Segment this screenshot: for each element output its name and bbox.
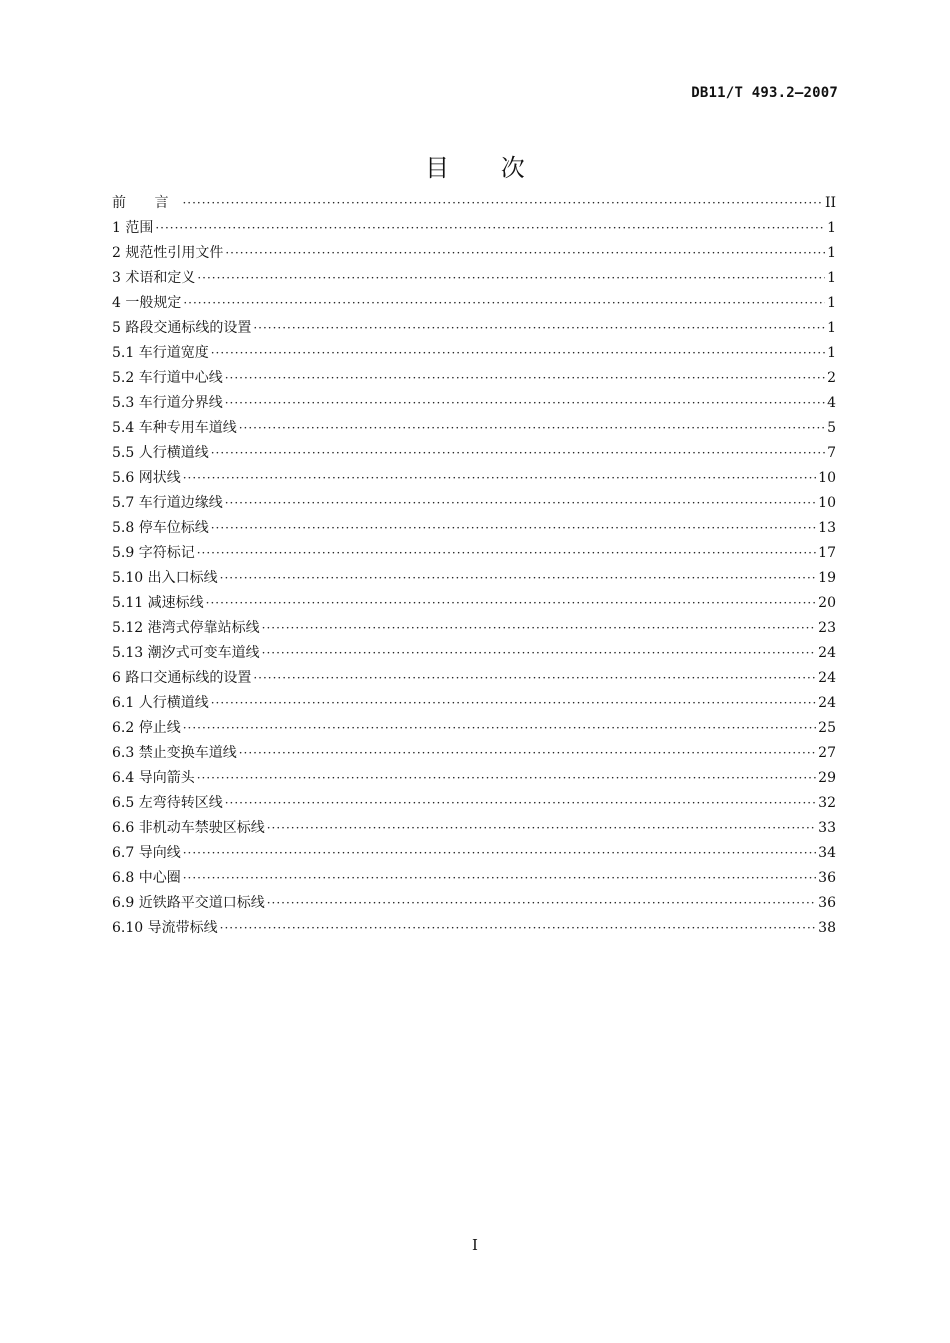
toc-entry-page: 1 xyxy=(827,295,836,311)
toc-entry-page: 1 xyxy=(827,245,836,261)
toc-entry-page: 7 xyxy=(827,445,836,461)
toc-entry-page: 23 xyxy=(818,620,836,636)
toc-dot-leader xyxy=(262,616,817,641)
toc-entry-label: 5.6 网状线 xyxy=(112,470,181,486)
toc-entry-page: 25 xyxy=(818,720,836,736)
toc-dot-leader xyxy=(183,866,816,891)
toc-dot-leader xyxy=(183,716,816,741)
toc-entry-page: 33 xyxy=(818,820,836,836)
toc-entry-label: 5.4 车种专用车道线 xyxy=(112,420,237,436)
toc-entry-page: 27 xyxy=(818,745,836,761)
toc-entry[interactable] xyxy=(112,466,836,491)
toc-entry[interactable] xyxy=(112,416,836,441)
toc-dot-leader xyxy=(182,191,822,216)
toc-dot-leader xyxy=(183,466,816,491)
toc-entry-label: 5.1 车行道宽度 xyxy=(112,345,209,361)
toc-entry[interactable] xyxy=(112,366,836,391)
toc-entry-label: 5.10 出入口标线 xyxy=(112,570,218,586)
toc-dot-leader xyxy=(239,741,816,766)
toc-entry[interactable] xyxy=(112,566,836,591)
toc-title: 目 次 xyxy=(425,154,547,182)
toc-entry-page: 10 xyxy=(818,470,836,486)
toc-entry[interactable] xyxy=(112,816,836,841)
toc-dot-leader xyxy=(197,266,825,291)
toc-dot-leader xyxy=(183,841,816,866)
toc-entry-label: 5.9 字符标记 xyxy=(112,545,195,561)
toc-entry[interactable] xyxy=(112,316,836,341)
toc-entry-label: 5.8 停车位标线 xyxy=(112,520,209,536)
toc-entry-page: 32 xyxy=(818,795,836,811)
toc-entry[interactable] xyxy=(112,541,836,566)
toc-dot-leader xyxy=(197,541,816,566)
toc-dot-leader xyxy=(155,216,825,241)
toc-entry-page: 24 xyxy=(818,670,836,686)
toc-dot-leader xyxy=(253,666,816,691)
toc-entry[interactable] xyxy=(112,691,836,716)
toc-entry-page: 38 xyxy=(818,920,836,936)
toc-dot-leader xyxy=(220,916,817,941)
toc-entry-label: 5 路段交通标线的设置 xyxy=(112,320,252,336)
toc-entry-page: II xyxy=(824,195,836,211)
toc-entry[interactable] xyxy=(112,716,836,741)
toc-entry-label: 6.9 近铁路平交道口标线 xyxy=(112,895,265,911)
toc-entry[interactable] xyxy=(112,616,836,641)
toc-list xyxy=(112,191,836,941)
toc-entry[interactable] xyxy=(112,791,836,816)
toc-entry[interactable] xyxy=(112,741,836,766)
toc-entry-label: 1 范围 xyxy=(112,220,154,236)
toc-entry-label: 5.13 潮汐式可变车道线 xyxy=(112,645,260,661)
toc-entry-label: 前 言 xyxy=(112,195,181,211)
toc-entry-label: 5.3 车行道分界线 xyxy=(112,395,223,411)
toc-entry-label: 6.8 中心圈 xyxy=(112,870,181,886)
toc-entry[interactable] xyxy=(112,766,836,791)
toc-entry-page: 4 xyxy=(827,395,836,411)
toc-dot-leader xyxy=(211,516,816,541)
toc-dot-leader xyxy=(225,791,816,816)
toc-entry-page: 1 xyxy=(827,220,836,236)
toc-entry-page: 36 xyxy=(818,895,836,911)
toc-entry[interactable] xyxy=(112,591,836,616)
toc-entry-page: 13 xyxy=(818,520,836,536)
toc-entry-label: 6.6 非机动车禁驶区标线 xyxy=(112,820,265,836)
toc-dot-leader xyxy=(267,891,816,916)
toc-entry[interactable] xyxy=(112,916,836,941)
toc-dot-leader xyxy=(253,316,825,341)
toc-entry-label: 6.7 导向线 xyxy=(112,845,181,861)
toc-entry-label: 5.12 港湾式停靠站标线 xyxy=(112,620,260,636)
toc-entry-page: 29 xyxy=(818,770,836,786)
toc-dot-leader xyxy=(225,241,825,266)
toc-dot-leader xyxy=(211,341,825,366)
toc-entry-label: 5.2 车行道中心线 xyxy=(112,370,223,386)
toc-entry[interactable] xyxy=(112,291,836,316)
toc-entry[interactable] xyxy=(112,191,836,216)
toc-entry[interactable] xyxy=(112,441,836,466)
toc-dot-leader xyxy=(197,766,816,791)
toc-dot-leader xyxy=(220,566,817,591)
toc-dot-leader xyxy=(206,591,817,616)
toc-entry-page: 1 xyxy=(827,320,836,336)
toc-entry-page: 17 xyxy=(818,545,836,561)
toc-dot-leader xyxy=(225,491,816,516)
toc-dot-leader xyxy=(262,641,817,666)
toc-entry-page: 24 xyxy=(818,645,836,661)
toc-entry[interactable] xyxy=(112,241,836,266)
toc-entry-page: 1 xyxy=(827,270,836,286)
toc-entry[interactable] xyxy=(112,516,836,541)
toc-dot-leader xyxy=(211,691,816,716)
toc-entry-label: 6 路口交通标线的设置 xyxy=(112,670,252,686)
toc-entry[interactable] xyxy=(112,491,836,516)
toc-entry-page: 24 xyxy=(818,695,836,711)
toc-entry-label: 2 规范性引用文件 xyxy=(112,245,224,261)
toc-entry-label: 5.5 人行横道线 xyxy=(112,445,209,461)
toc-entry-label: 6.2 停止线 xyxy=(112,720,181,736)
page-number: I xyxy=(472,1236,478,1254)
toc-entry-label: 6.4 导向箭头 xyxy=(112,770,195,786)
toc-entry[interactable] xyxy=(112,216,836,241)
toc-dot-leader xyxy=(183,291,825,316)
toc-entry-label: 6.3 禁止变换车道线 xyxy=(112,745,237,761)
toc-entry-page: 34 xyxy=(818,845,836,861)
toc-entry[interactable] xyxy=(112,866,836,891)
toc-dot-leader xyxy=(225,366,825,391)
toc-entry[interactable] xyxy=(112,266,836,291)
toc-entry-page: 5 xyxy=(827,420,836,436)
toc-entry[interactable] xyxy=(112,391,836,416)
toc-entry-page: 20 xyxy=(818,595,836,611)
toc-entry-label: 4 一般规定 xyxy=(112,295,182,311)
document-code: DB11/T 493.2—2007 xyxy=(691,85,838,101)
toc-entry[interactable] xyxy=(112,891,836,916)
toc-entry-label: 3 术语和定义 xyxy=(112,270,196,286)
toc-dot-leader xyxy=(225,391,825,416)
toc-dot-leader xyxy=(239,416,825,441)
toc-entry[interactable] xyxy=(112,641,836,666)
toc-entry-page: 10 xyxy=(818,495,836,511)
toc-entry[interactable] xyxy=(112,341,836,366)
toc-entry-label: 6.10 导流带标线 xyxy=(112,920,218,936)
toc-dot-leader xyxy=(211,441,825,466)
toc-entry[interactable] xyxy=(112,841,836,866)
toc-entry-label: 6.1 人行横道线 xyxy=(112,695,209,711)
toc-dot-leader xyxy=(267,816,816,841)
toc-entry-page: 36 xyxy=(818,870,836,886)
toc-entry-page: 2 xyxy=(827,370,836,386)
toc-entry[interactable] xyxy=(112,666,836,691)
toc-entry-label: 5.11 减速标线 xyxy=(112,595,204,611)
toc-entry-page: 1 xyxy=(827,345,836,361)
toc-entry-label: 5.7 车行道边缘线 xyxy=(112,495,223,511)
toc-entry-page: 19 xyxy=(818,570,836,586)
toc-entry-label: 6.5 左弯待转区线 xyxy=(112,795,223,811)
